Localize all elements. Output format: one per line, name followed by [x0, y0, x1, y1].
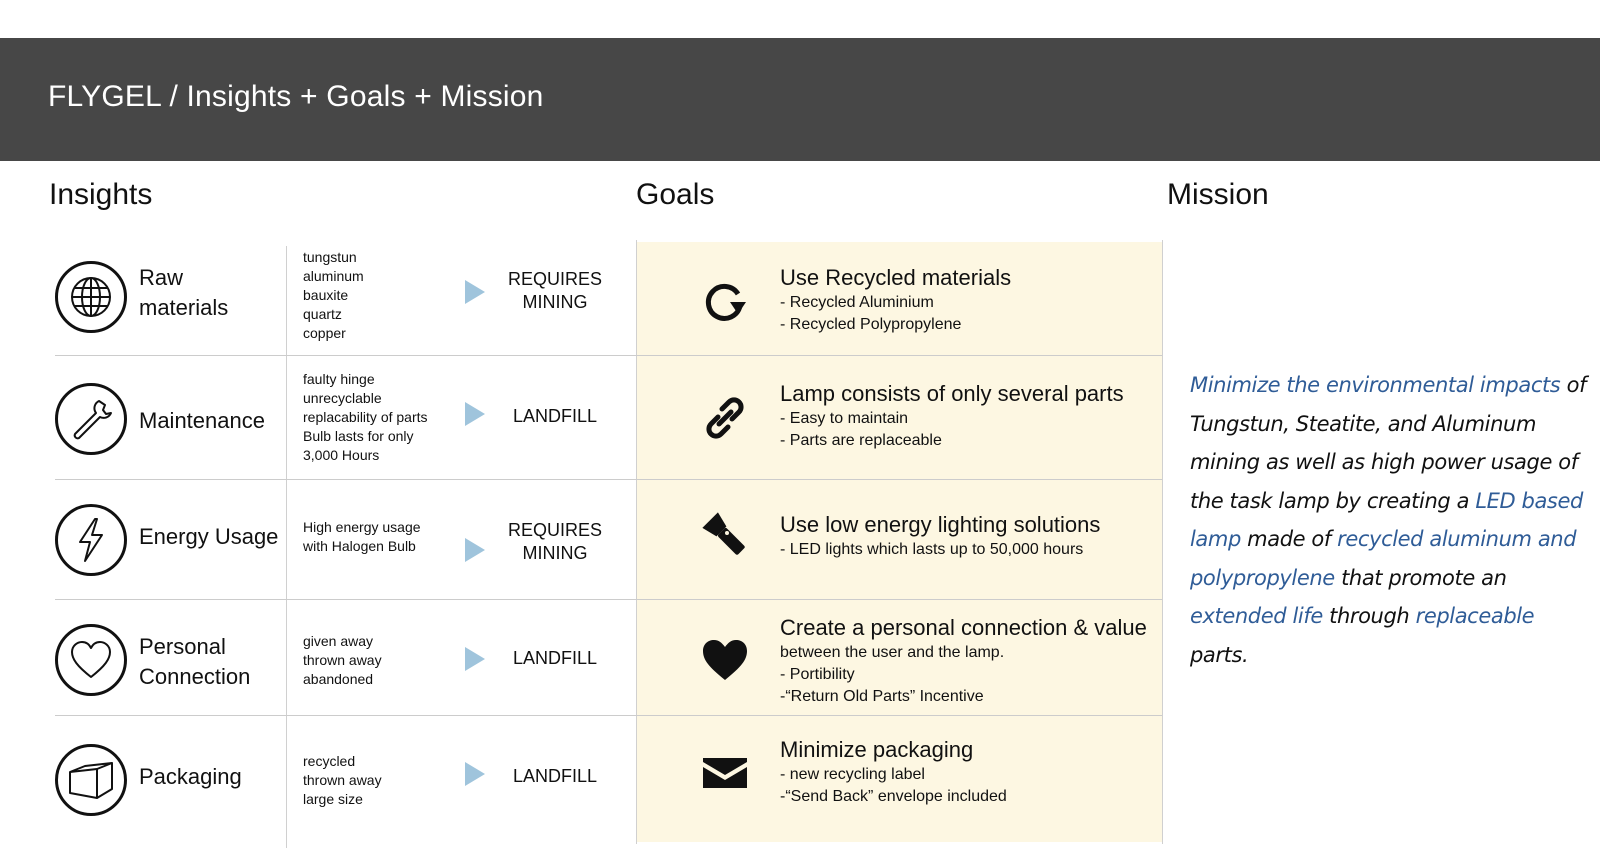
- insights-heading: Insights: [49, 178, 153, 211]
- arrow-right-icon: [465, 762, 485, 786]
- insight-title-maintenance: Maintenance: [139, 408, 265, 433]
- mission-highlight: replaceable: [1415, 604, 1535, 628]
- goal-several-parts: Lamp consists of only several parts - Easy to maintain - Parts are replaceable: [780, 380, 1160, 452]
- issue-item: quartz: [303, 306, 342, 322]
- issue-item: given away: [303, 633, 374, 649]
- issue-item: faulty hinge: [303, 371, 375, 387]
- issue-item: unrecyclable: [303, 390, 382, 406]
- row-divider: [55, 355, 1162, 356]
- insight-outcome-maintenance: LANDFILL: [512, 406, 598, 426]
- issue-item: abandoned: [303, 671, 374, 687]
- lightning-bolt-icon: [55, 504, 127, 576]
- issue-item: Bulb lasts for only: [303, 428, 414, 444]
- mission-highlight: LED based lamp: [1190, 488, 1583, 551]
- link-icon: [700, 393, 750, 443]
- arrow-right-icon: [465, 647, 485, 671]
- mission-highlight: Minimize the environmental impacts: [1190, 373, 1561, 397]
- globe-icon: [55, 261, 127, 333]
- mission-highlight: extended life: [1190, 604, 1323, 628]
- heart-outline-icon: [55, 624, 127, 696]
- insight-issues-personal-connection: [303, 632, 382, 689]
- column-divider: [636, 240, 637, 844]
- insight-outcome-energy-usage: REQUIRES MINING: [507, 520, 603, 563]
- goal-detail: - Parts are replaceable: [780, 432, 942, 449]
- insight-outcome-raw-materials: REQUIRES MINING: [507, 269, 603, 312]
- issue-item: High energy usage: [303, 519, 421, 535]
- goal-detail: - Recycled Polypropylene: [780, 316, 962, 333]
- goal-detail: - new recycling label: [780, 766, 925, 783]
- mission-heading: Mission: [1167, 178, 1269, 211]
- issue-item: copper: [303, 325, 346, 341]
- header-banner: [0, 38, 1600, 161]
- row-divider: [55, 479, 1162, 480]
- insight-issues-energy-usage: [303, 518, 421, 556]
- arrow-right-icon: [465, 402, 485, 426]
- page-title: FLYGEL / Insights + Goals + Mission: [48, 80, 544, 113]
- goal-detail: -“Send Back” envelope included: [780, 788, 1007, 805]
- goal-minimize-packaging: Minimize packaging - new recycling label -“Send Back” envelope included: [780, 736, 1160, 808]
- insight-issues-packaging: [303, 752, 382, 809]
- insight-issues-raw-materials: [303, 248, 364, 343]
- goals-heading: Goals: [636, 178, 715, 211]
- issue-item: thrown away: [303, 652, 382, 668]
- issue-item: 3,000 Hours: [303, 447, 380, 463]
- goal-detail: - Easy to maintain: [780, 410, 909, 427]
- goal-detail: -“Return Old Parts” Incentive: [780, 688, 984, 705]
- wrench-icon: [55, 383, 127, 455]
- envelope-icon: [700, 748, 750, 798]
- arrow-right-icon: [465, 538, 485, 562]
- issue-item: replacability of parts: [303, 409, 428, 425]
- goal-detail: - Portibility: [780, 666, 855, 683]
- insight-issues-maintenance: [303, 370, 428, 465]
- issue-item: recycled: [303, 753, 356, 769]
- insight-title-raw-materials: Raw materials: [139, 265, 229, 320]
- goal-detail: between the user and the lamp.: [780, 644, 1005, 661]
- row-divider: [55, 715, 1162, 716]
- insight-title-packaging: Packaging: [139, 764, 242, 789]
- insight-outcome-personal-connection: LANDFILL: [512, 648, 598, 668]
- insight-title-personal-connection: Personal Connection: [139, 634, 251, 689]
- goal-detail: - Recycled Aluminium: [780, 294, 934, 311]
- goal-low-energy-lighting: Use low energy lighting solutions - LED lights which lasts up to 50,000 hours: [780, 511, 1160, 561]
- mission-highlight: recycled aluminum and polypropylene: [1190, 527, 1577, 590]
- mission-statement: Minimize the environmental impacts of Tungstun, Steatite, and Aluminum mining as well as high power usage of the task lamp by creating a LED based lamp made of recycled aluminum and polypropylene that promote an extended life through replaceable parts.: [1190, 373, 1587, 667]
- refresh-icon: [700, 276, 750, 326]
- row-divider: [55, 599, 1162, 600]
- issue-item: large size: [303, 791, 363, 807]
- issue-item: bauxite: [303, 287, 349, 303]
- flashlight-icon: [700, 510, 750, 560]
- box-icon: [55, 744, 127, 816]
- issue-item: with Halogen Bulb: [303, 538, 416, 554]
- issue-item: thrown away: [303, 772, 382, 788]
- goal-personal-connection: Create a personal connection & value between the user and the lamp. - Portibility -“Return Old Parts” Incentive: [780, 614, 1160, 708]
- issue-item: aluminum: [303, 268, 364, 284]
- column-divider: [1162, 240, 1163, 844]
- goal-use-recycled-materials: Use Recycled materials - Recycled Aluminium - Recycled Polypropylene: [780, 264, 1160, 336]
- heart-icon: [700, 636, 750, 686]
- arrow-right-icon: [465, 280, 485, 304]
- column-divider: [286, 246, 287, 848]
- insight-title-energy-usage: Energy Usage: [139, 524, 279, 549]
- issue-item: tungstun: [303, 249, 357, 265]
- goal-detail: - LED lights which lasts up to 50,000 hours: [780, 541, 1084, 558]
- insight-outcome-packaging: LANDFILL: [512, 766, 598, 786]
